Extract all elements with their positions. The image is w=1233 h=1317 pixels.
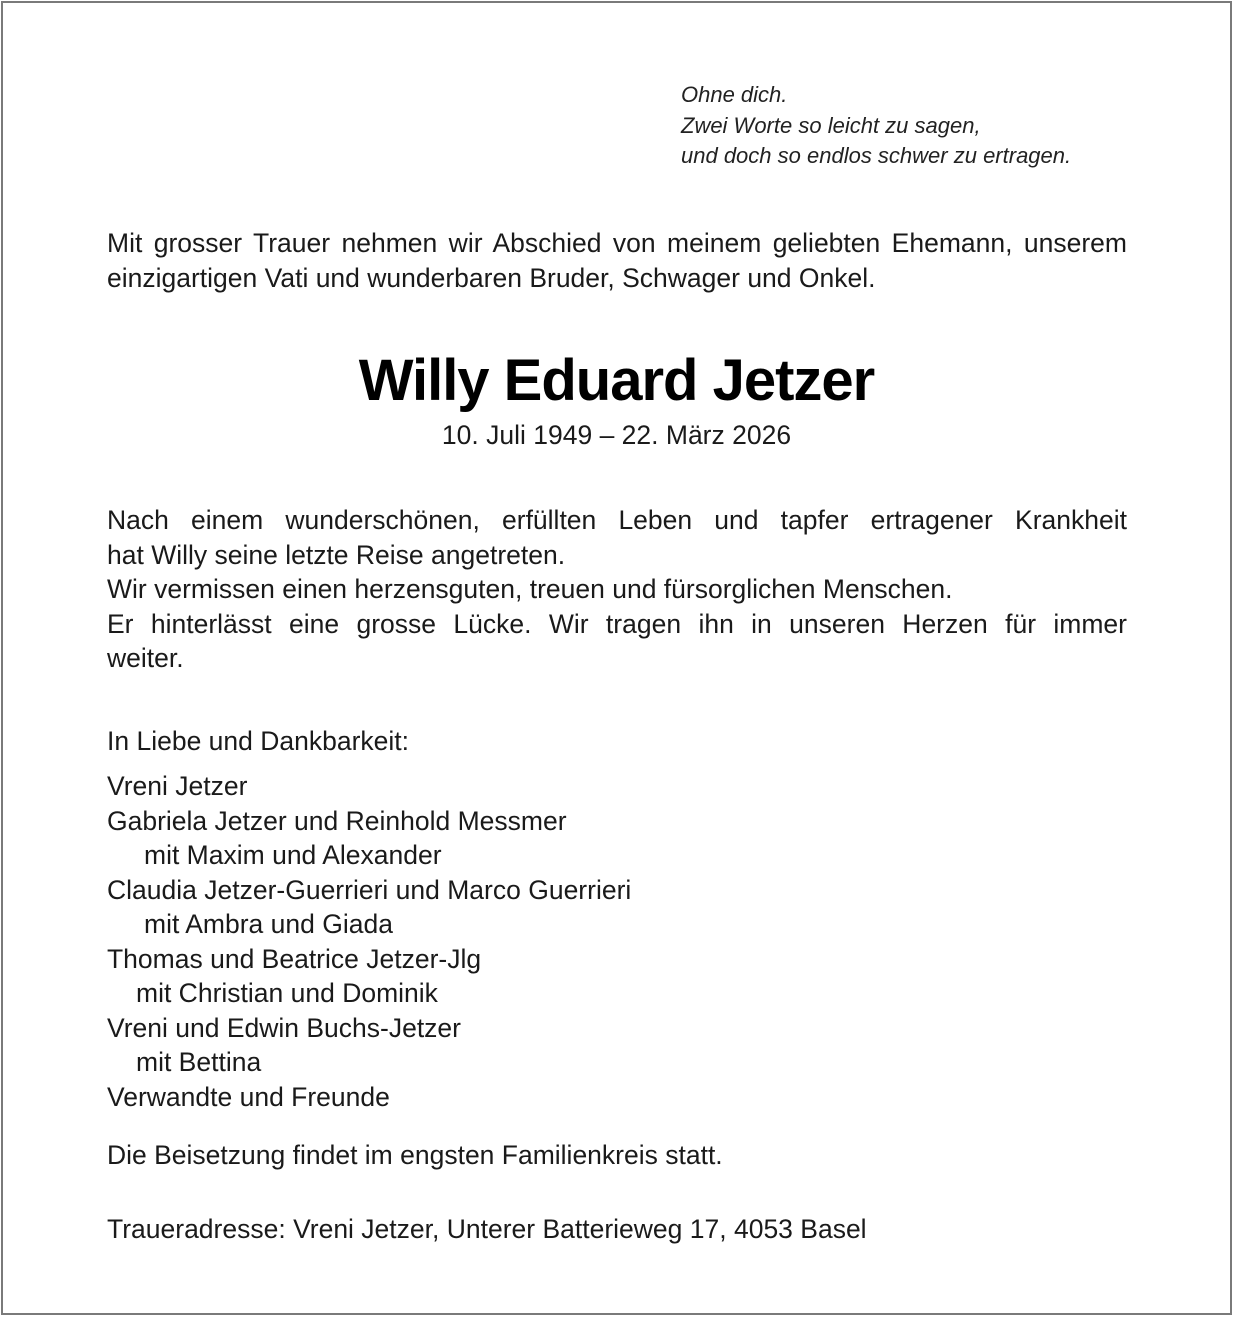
message-paragraph	[107, 503, 1127, 676]
deceased-name: Willy Eduard Jetzer	[358, 348, 875, 413]
poem-line: Ohne dich.	[681, 82, 788, 107]
message-line: weiter.	[107, 643, 184, 673]
mourner: Gabriela Jetzer und Reinhold Messmer	[107, 805, 567, 836]
poem-line: Zwei Worte so leicht zu sagen,	[681, 112, 981, 138]
mourner: Vreni Jetzer	[107, 771, 248, 801]
mourner: Claudia Jetzer-Guerrieri und Marco Guerrieri	[107, 874, 632, 905]
mourner: Vreni und Edwin Buchs-Jetzer	[107, 1012, 461, 1043]
dedication: In Liebe und Dankbarkeit:	[107, 726, 410, 756]
burial-note: Die Beisetzung findet im engsten Familienkreis statt.	[107, 1140, 723, 1170]
mourners-list	[107, 769, 631, 1114]
mourner: Verwandte und Freunde	[107, 1081, 390, 1112]
mourner-children: mit Ambra und Giada	[144, 909, 393, 939]
message-line: hat Willy seine letzte Reise angetreten.	[107, 539, 566, 570]
message-line: Wir vermissen einen herzensguten, treuen und fürsorglichen Menschen.	[107, 574, 953, 604]
intro-text: Mit grosser Trauer nehmen wir Abschied von meinem geliebten Ehemann, unserem einzigartigen Vati und wunderbaren Bruder, Schwager und Onkel.	[107, 228, 1127, 293]
mourner-children: mit Maxim und Alexander	[144, 840, 442, 870]
life-dates: 10. Juli 1949 – 22. März 2026	[441, 420, 792, 450]
message-line: Nach einem wunderschönen, erfüllten Leben und tapfer ertragener Krankheit	[107, 505, 1127, 535]
mourner: Thomas und Beatrice Jetzer-Jlg	[107, 943, 482, 974]
mourning-address: Traueradresse: Vreni Jetzer, Unterer Batterieweg 17, 4053 Basel	[107, 1214, 867, 1244]
message-line: Er hinterlässt eine grosse Lücke. Wir tragen ihn in unseren Herzen für immer	[107, 608, 1127, 639]
poem	[681, 80, 1071, 172]
mourner-children: mit Christian und Dominik	[136, 978, 438, 1008]
mourner-children: mit Bettina	[136, 1047, 262, 1077]
poem-line: und doch so endlos schwer zu ertragen.	[681, 143, 1072, 168]
